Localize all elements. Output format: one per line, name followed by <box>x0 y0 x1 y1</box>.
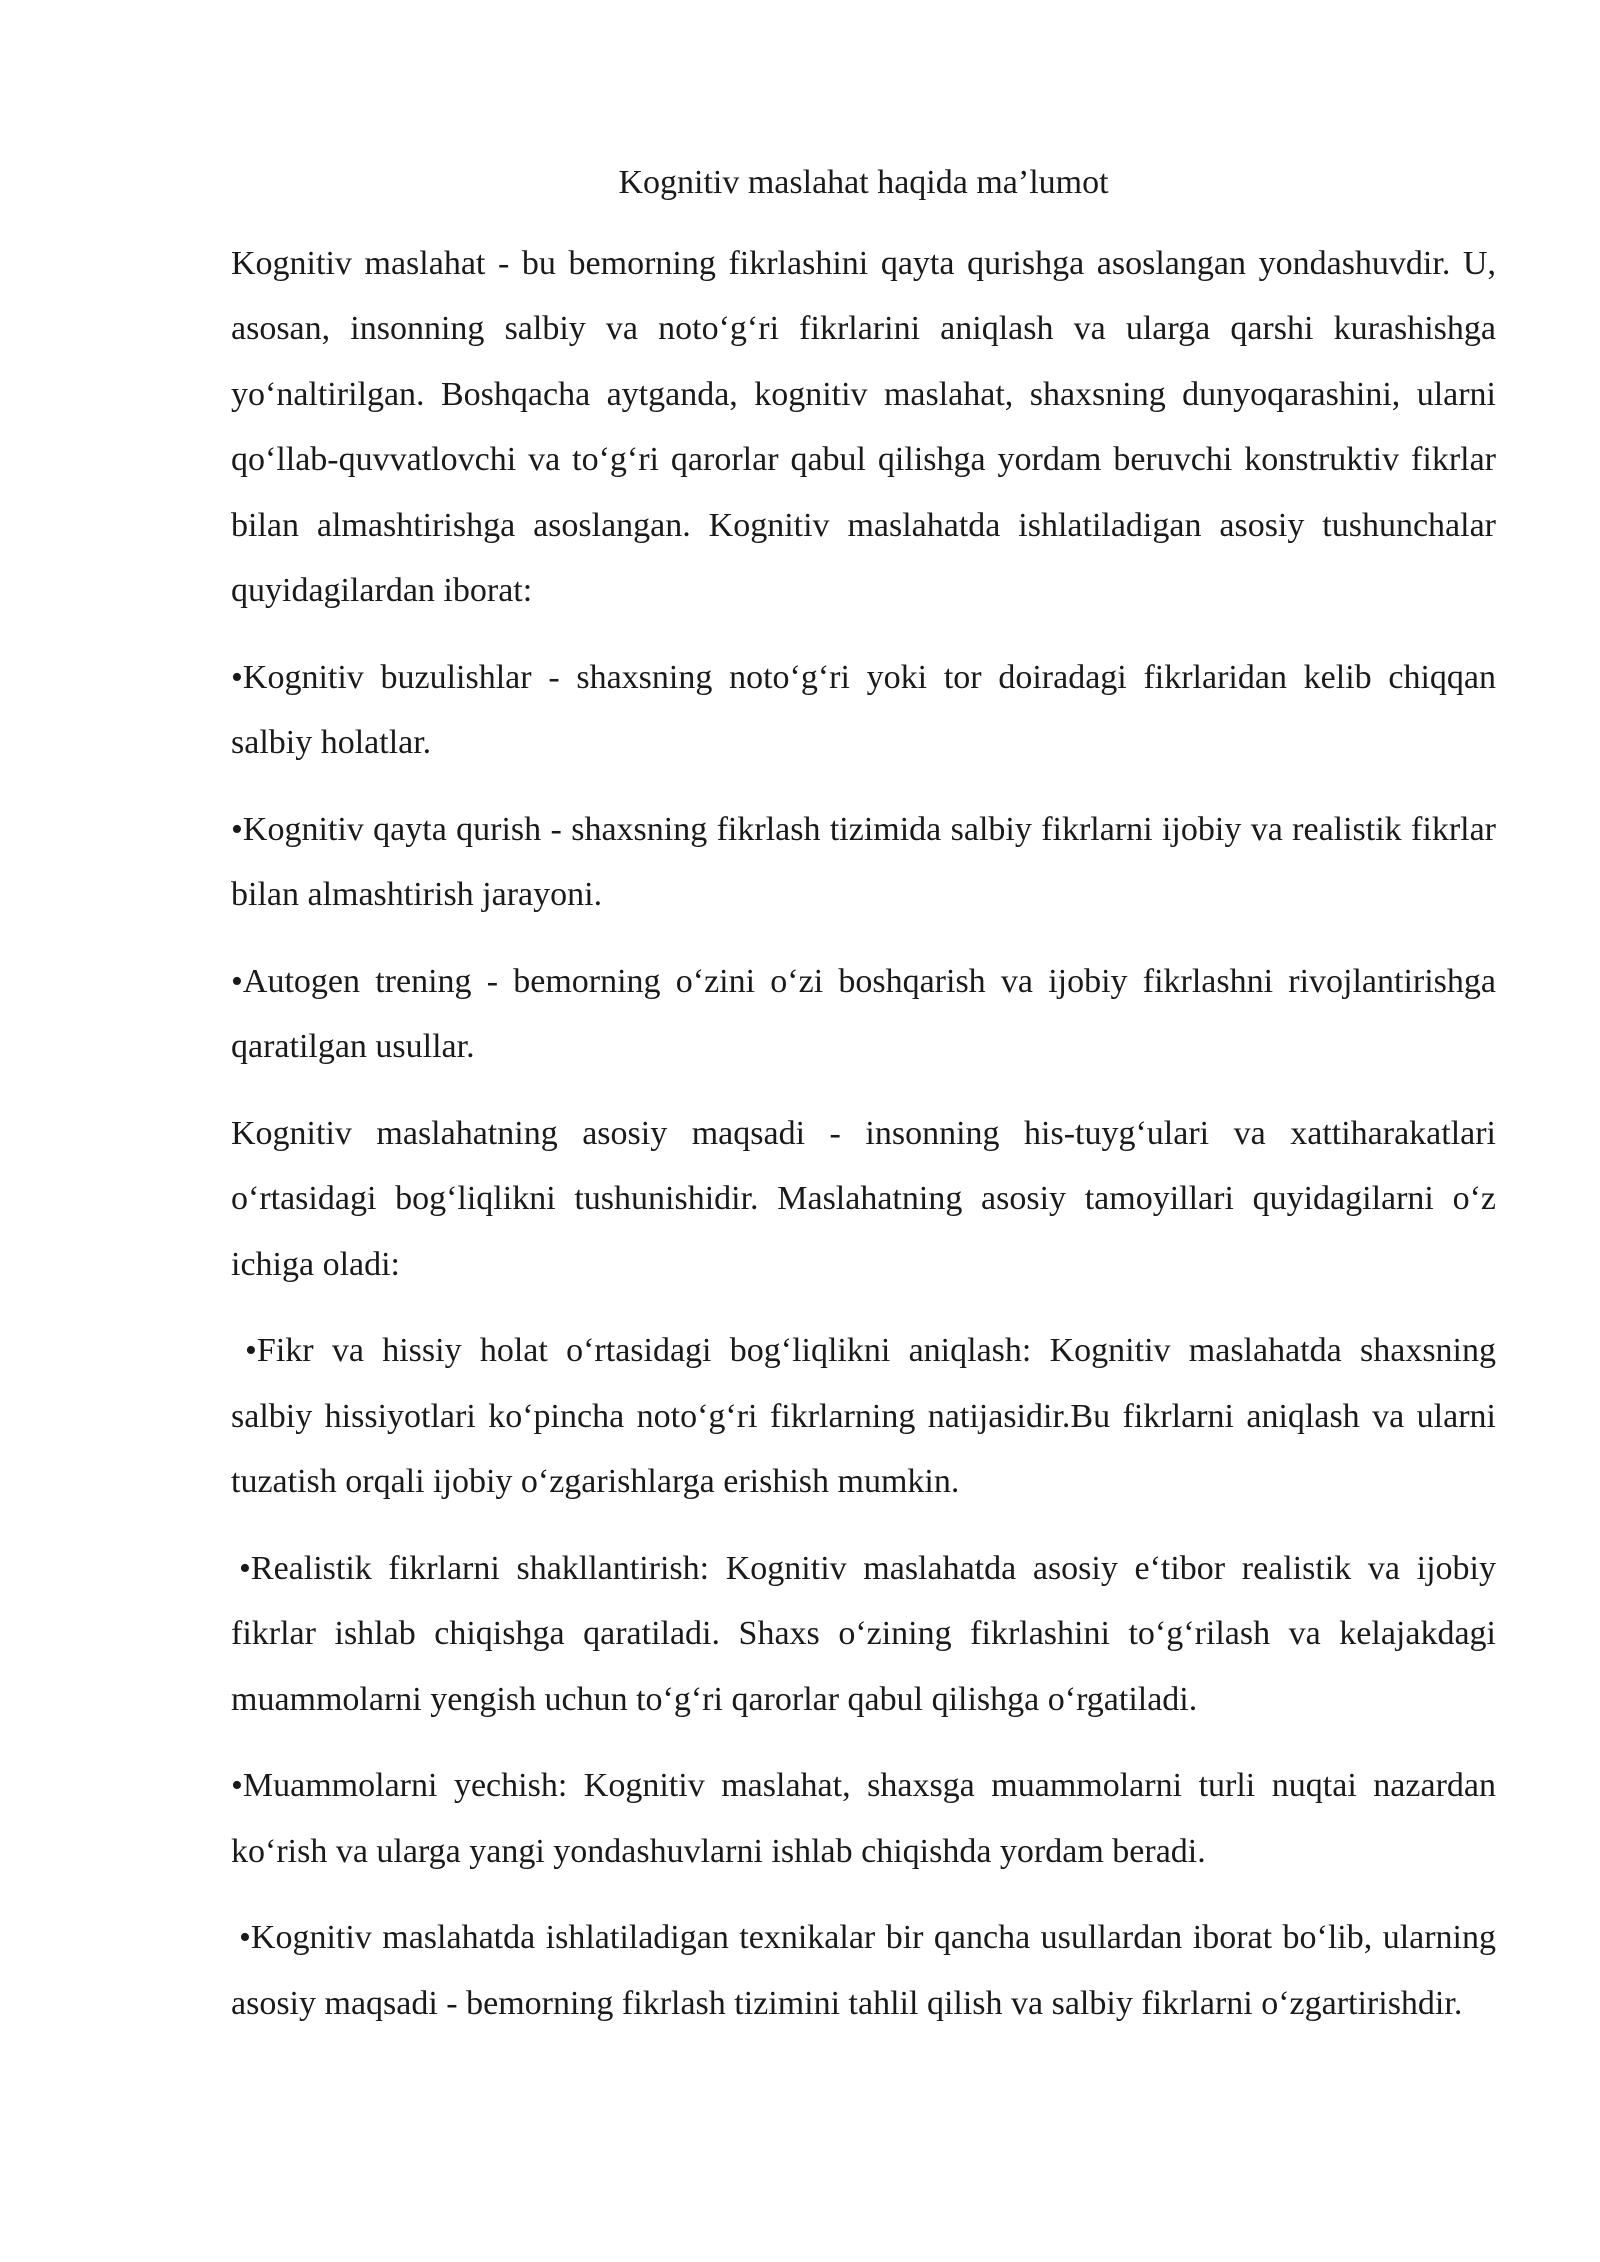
principle-muammolarni-yechish: •Muammolarni yechish: Kognitiv maslahat, shaxsga muammolarni turli nuqtai nazardan ko‘rish va ularga yangi yondashuvlarni ishlab chiqishda yordam beradi. <box>231 1767 1496 1870</box>
document-body <box>231 150 1496 2057</box>
document-title: Kognitiv maslahat haqida ma’lumot <box>618 164 1109 201</box>
principle-fikr-hissiy-holat: •Fikr va hissiy holat o‘rtasidagi bog‘liqlikni aniqlash: Kognitiv maslahatda shaxsning salbiy hissiyotlari ko‘pincha noto‘g‘ri fikrlarning natijasidir.Bu fikrlarni aniqlash va ularni tuzatish orqali ijobiy o‘zgarishlarga erishish mumkin. <box>231 1332 1496 1500</box>
bullet-kognitiv-qayta-qurish: •Kognitiv qayta qurish - shaxsning fikrlash tizimida salbiy fikrlarni ijobiy va realistik fikrlar bilan almashtirish jarayoni. <box>231 810 1496 913</box>
goal-paragraph: Kognitiv maslahatning asosiy maqsadi - insonning his-tuyg‘ulari va xattiharakatlari o‘rtasidagi bog‘liqlikni tushunishidir. Maslahatning asosiy tamoyillari quyidagilarni o‘z ichiga oladi: <box>231 1114 1496 1283</box>
bullet-kognitiv-buzulishlar: •Kognitiv buzulishlar - shaxsning noto‘g‘ri yoki tor doiradagi fikrlaridan kelib chiqqan salbiy holatlar. <box>231 658 1496 761</box>
bullet-autogen-trening: •Autogen trening - bemorning o‘zini o‘zi boshqarish va ijobiy fikrlashni rivojlantirishga qaratilgan usullar. <box>231 962 1496 1065</box>
principle-realistik-fikrlar: •Realistik fikrlarni shakllantirish: Kognitiv maslahatda asosiy e‘tibor realistik va ijobiy fikrlar ishlab chiqishga qaratiladi. Shaxs o‘zining fikrlashini to‘g‘rilash va kelajakdagi muammolarni yengish uchun to‘g‘ri qarorlar qabul qilishga o‘rgatiladi. <box>231 1549 1496 1718</box>
intro-paragraph: Kognitiv maslahat - bu bemorning fikrlashini qayta qurishga asoslangan yondashuvdir. U, asosan, insonning salbiy va noto‘g‘ri fikrlarini aniqlash va ularga qarshi kurashishga yo‘naltirilgan. Boshqacha aytganda, kognitiv maslahat, shaxsning dunyoqarashini, ularni qo‘llab-quvvatlovchi va to‘g‘ri qarorlar qabul qilishga yordam beruvchi konstruktiv fikrlar bilan almashtirishga asoslangan. Kognitiv maslahatda ishlatiladigan asosiy tushunchalar quyidagilardan iborat: <box>231 244 1496 609</box>
techniques-paragraph: •Kognitiv maslahatda ishlatiladigan texnikalar bir qancha usullardan iborat bo‘lib, ularning asosiy maqsadi - bemorning fikrlash tizimini tahlil qilish va salbiy fikrlarni o‘zgartirishdir. <box>231 1919 1496 2022</box>
